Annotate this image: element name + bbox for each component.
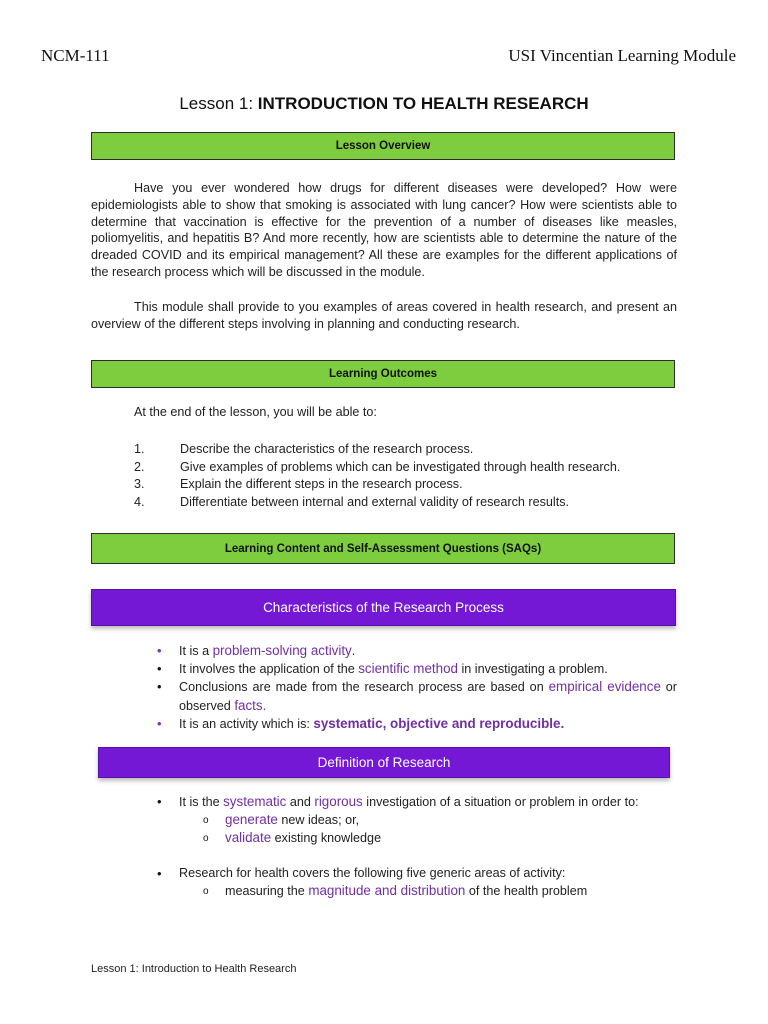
sub-item: [203, 882, 677, 900]
outcomes-intro: At the end of the lesson, you will be able to:: [134, 405, 377, 419]
text: and: [286, 795, 315, 809]
list-item: [157, 678, 677, 714]
outcomes-list: [134, 441, 620, 511]
sub-item: [203, 811, 677, 829]
highlight-term: problem-solving activity: [212, 643, 352, 658]
text: .: [351, 644, 356, 658]
text: investigation of a situation or problem in order to:: [362, 795, 639, 809]
highlight-term: scientific method: [358, 661, 458, 677]
list-number: 3.: [134, 477, 145, 491]
list-item: [157, 715, 677, 733]
page-footer: Lesson 1: Introduction to Health Research: [91, 963, 297, 975]
list-item: [134, 459, 620, 477]
text: in investigating a problem.: [457, 662, 608, 677]
highlight-term: systematic: [223, 794, 287, 809]
list-item: [134, 476, 620, 494]
text: It involves the application of the: [179, 662, 359, 677]
list-text: Describe the characteristics of the research process.: [180, 442, 474, 456]
module-name: USI Vincentian Learning Module: [508, 46, 736, 65]
list-item: [134, 494, 620, 512]
section-learning-content-label: Learning Content and Self-Assessment Questions (SAQs): [224, 542, 542, 555]
text: of the health problem: [465, 883, 588, 898]
list-text: Explain the different steps in the research process.: [180, 477, 463, 491]
section-lesson-overview: [91, 132, 675, 160]
list-number: 1.: [134, 442, 145, 456]
text: Research for health covers the following five generic areas of activity:: [179, 865, 566, 880]
text: Conclusions are made from the research process are based on: [179, 680, 549, 695]
lesson-title-prefix: Lesson 1:: [179, 94, 258, 113]
overview-paragraph-2: [91, 299, 677, 333]
list-text: Differentiate between internal and external validity of research results.: [180, 494, 569, 509]
banner-characteristics-label: Characteristics of the Research Process: [263, 600, 504, 615]
text: It is an activity which is:: [179, 716, 314, 731]
definition-sublist: [179, 811, 677, 847]
highlight-term: systematic, objective and reproducible.: [313, 715, 565, 731]
list-item: [157, 865, 677, 900]
overview-paragraph-1: [91, 180, 677, 281]
highlight-term: facts.: [234, 697, 267, 713]
banner-characteristics: [91, 589, 676, 626]
highlight-term: validate: [225, 830, 272, 846]
course-code: NCM-111: [41, 46, 110, 65]
list-item: [134, 441, 620, 459]
banner-definition: [98, 747, 670, 778]
section-learning-content: [91, 533, 675, 564]
text: or observed: [179, 680, 677, 713]
overview-p2-text: This module shall provide to you examples of areas covered in health research, and present an overview of the different steps involving in planning and conducting research.: [91, 300, 677, 331]
list-item: [157, 660, 677, 678]
lesson-title-main: INTRODUCTION TO HEALTH RESEARCH: [257, 94, 589, 113]
definition-list: [157, 793, 677, 900]
section-learning-outcomes: [91, 360, 675, 388]
definition-sublist: [179, 882, 677, 900]
section-lesson-overview-label: Lesson Overview: [335, 140, 431, 152]
highlight-term: empirical evidence: [548, 679, 661, 695]
overview-p1-text: Have you ever wondered how drugs for different diseases were developed? How were epidemiologists able to show that smoking is associated with lung cancer? How were scientists able to determine that vaccination is effective for the prevention of a number of diseases like measles, poliomyelitis, and hepatitis B? And more recently, how are scientists able to determine the nature of the dreaded COVID and its empirical management? All these are examples for the different applications of the research process which will be discussed in the module.: [91, 181, 677, 279]
text: It is a: [179, 644, 213, 658]
list-number: 4.: [134, 494, 145, 509]
highlight-term: magnitude and distribution: [308, 882, 466, 898]
text: It is the: [179, 795, 224, 809]
text: new ideas; or,: [277, 813, 360, 828]
list-text: Give examples of problems which can be investigated through health research.: [180, 459, 621, 474]
list-item: [157, 793, 677, 848]
banner-definition-label: Definition of Research: [317, 755, 451, 770]
section-learning-outcomes-label: Learning Outcomes: [329, 368, 437, 380]
lesson-title: [0, 94, 768, 114]
highlight-term: rigorous: [314, 794, 363, 809]
text: existing knowledge: [271, 831, 382, 846]
characteristics-list: [157, 642, 677, 733]
highlight-term: generate: [225, 812, 278, 828]
list-item: [157, 642, 677, 660]
text: measuring the: [225, 883, 309, 898]
sub-item: [203, 829, 677, 847]
list-number: 2.: [134, 459, 145, 474]
